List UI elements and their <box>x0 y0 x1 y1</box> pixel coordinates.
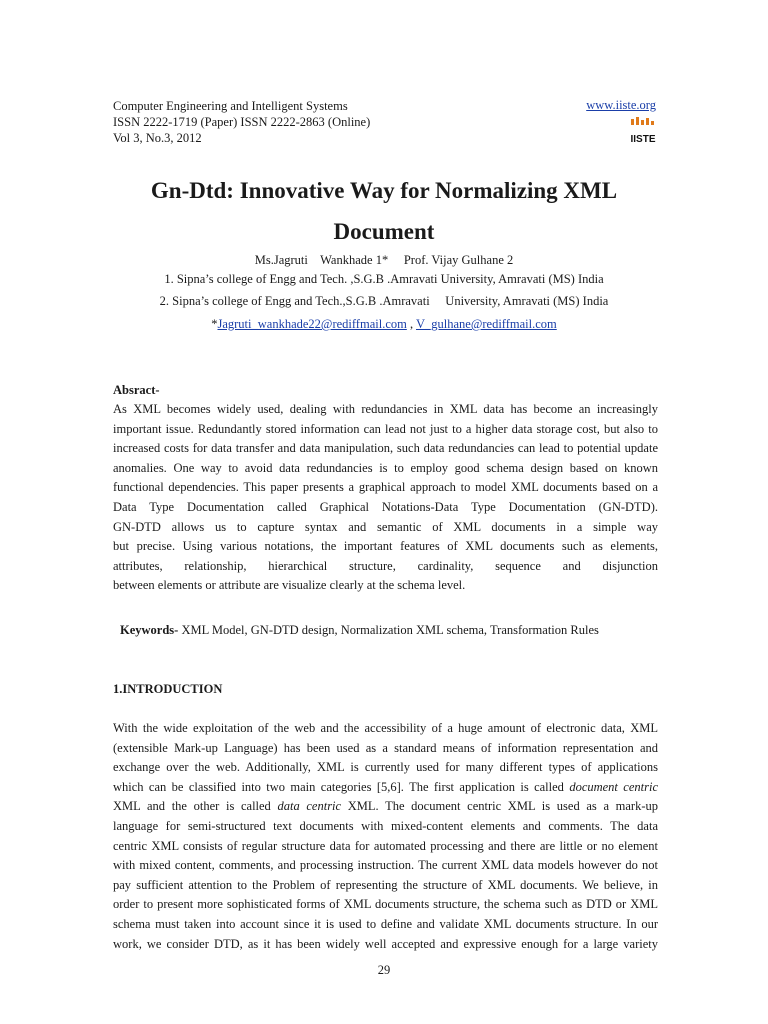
iiste-logo-icon <box>630 117 656 145</box>
affiliation-2: 2. Sipna’s college of Engg and Tech.,S.G.B .Amravati University, Amravati (MS) India <box>159 294 609 308</box>
intro-line: language for semi-structured text documents with mixed-content elements and comments. The data <box>113 818 658 833</box>
journal-volume: Vol 3, No.3, 2012 <box>113 131 202 145</box>
email-prefix: * <box>211 317 218 331</box>
abstract-line: increased costs for data transfer and data manipulation, such data redundancies can lead to potential update <box>113 441 658 456</box>
intro-line <box>113 797 658 817</box>
intro-italic-term: document centric <box>569 779 658 794</box>
abstract-heading: Absract- <box>113 383 160 397</box>
journal-name: Computer Engineering and Intelligent Systems <box>113 99 348 113</box>
intro-line: work, we consider DTD, as it has been widely well accepted and expressive enough for a large variety <box>113 936 658 951</box>
abstract-line: GN-DTD allows us to capture syntax and semantic of XML documents in a simple way <box>113 519 658 534</box>
intro-line: order to present more sophisticated forms of XML documents structure, the schema such as DTD or XML <box>113 897 658 912</box>
intro-line: with mixed content, comments, and processing instruction. The current XML data models however do not <box>113 858 658 873</box>
abstract-body <box>113 400 658 596</box>
journal-website-link[interactable]: www.iiste.org <box>586 98 656 112</box>
intro-text: XML. The document centric XML is used as a mark-up <box>347 799 658 814</box>
intro-text: XML and the other is called <box>113 799 271 814</box>
author-names: Ms.Jagruti Wankhade 1* Prof. Vijay Gulhane 2 <box>254 253 514 267</box>
intro-line: schema must taken into account since it is used to define and validate XML documents structure. In our <box>113 916 658 931</box>
affiliation-1: 1. Sipna’s college of Engg and Tech. ,S.G.B .Amravati University, Amravati (MS) India <box>164 272 604 286</box>
intro-line: With the wide exploitation of the web and the accessibility of a huge amount of electronic data, XML <box>113 721 658 735</box>
journal-issn: ISSN 2222-1719 (Paper) ISSN 2222-2863 (Online) <box>113 115 371 129</box>
keywords-text: XML Model, GN-DTD design, Normalization XML schema, Transformation Rules <box>178 623 599 637</box>
intro-line: pay sufficient attention to the Problem of representing the structure of XML documents. We believe, in <box>113 877 658 892</box>
logo-text: IISTE <box>630 134 656 145</box>
intro-line <box>113 778 658 798</box>
abstract-line: As XML becomes widely used, dealing with redundancies in XML data has become an increasingly <box>113 402 658 416</box>
section-heading-introduction: 1.INTRODUCTION <box>113 682 223 696</box>
intro-line: (extensible Mark-up Language) has been used as a standard means of information representation and <box>113 740 658 755</box>
abstract-line: Data Type Documentation called Graphical Notations-Data Type Documentation (GN-DTD). <box>113 499 658 514</box>
email-separator: , <box>406 317 416 331</box>
email-link-1[interactable]: Jagruti_wankhade22@rediffmail.com <box>217 317 407 331</box>
abstract-line: anomalies. One way to avoid data redundancies is to employ good schema design based on known <box>113 460 658 475</box>
intro-text: which can be classified into two main categories [5,6]. The first application is called <box>113 779 564 794</box>
abstract-line: important issue. Redundantly stored information can lead not just to a higher data storage cost, but also to <box>113 421 658 436</box>
intro-line: centric XML consists of regular structure data for automated processing and there are little or no element <box>113 838 658 853</box>
abstract-line: functional dependencies. This paper presents a graphical approach to model XML documents based on a <box>113 480 658 495</box>
abstract-line: between elements or attribute are visualize clearly at the schema level. <box>113 578 466 593</box>
introduction-body <box>113 719 658 954</box>
keywords-label: Keywords- <box>120 623 179 637</box>
keywords <box>120 623 599 638</box>
author-emails <box>110 317 658 332</box>
page-number: 29 <box>377 963 391 977</box>
intro-line: exchange over the web. Additionally, XML is currently used for many different types of applications <box>113 760 658 775</box>
intro-italic-term: data centric <box>277 799 342 814</box>
abstract-line: attributes, relationship, hierarchical structure, cardinality, sequence and disjunction <box>113 558 658 573</box>
abstract-line: but precise. Using various notations, the important features of XML documents such as elements, <box>113 539 658 554</box>
email-link-2[interactable]: V_gulhane@rediffmail.com <box>416 317 557 331</box>
paper-title-line-1: Gn-Dtd: Innovative Way for Normalizing XML <box>150 178 618 203</box>
journal-info <box>113 98 370 146</box>
paper-title-line-2: Document <box>333 219 435 244</box>
